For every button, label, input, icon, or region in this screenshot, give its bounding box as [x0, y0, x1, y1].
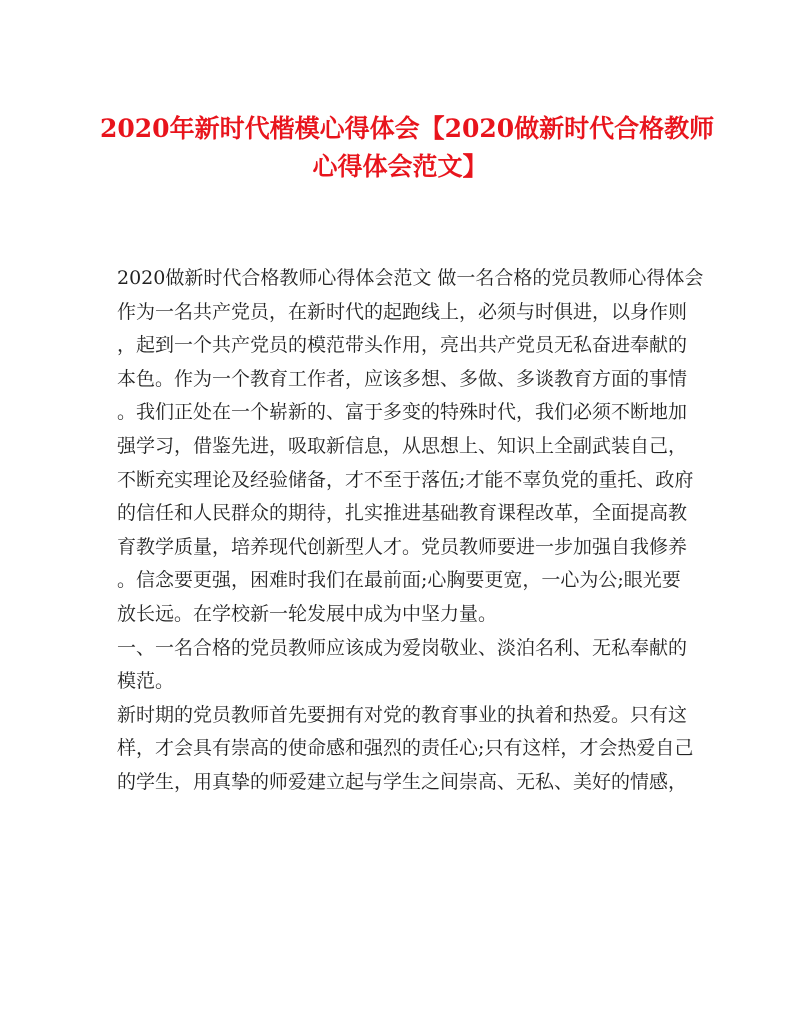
text-line: 放长远。在学校新一轮发展中成为中坚力量。	[117, 602, 498, 625]
text-line: 。我们正处在一个崭新的、富于多变的特殊时代，我们必须不断地加	[117, 401, 688, 424]
paragraph	[117, 262, 704, 632]
text-line: 新时期的党员教师首先要拥有对党的教育事业的执着和热爱。只有这	[117, 703, 688, 726]
text-line: 育教学质量，培养现代创新型人才。党员教师要进一步加强自我修养	[117, 535, 688, 558]
text-line: 的信任和人民群众的期待，扎实推进基础教育课程改革，全面提高教	[117, 502, 688, 525]
paragraph	[117, 632, 697, 699]
text-line: 模范。	[117, 670, 175, 693]
text-line: 2020做新时代合格教师心得体会范文 做一名合格的党员教师心得体会	[117, 267, 704, 289]
text-line: 本色。作为一个教育工作者，应该多想、多做、多谈教育方面的事情	[117, 367, 688, 390]
title-line: 心得体会范文】	[312, 152, 488, 181]
document-title	[100, 110, 715, 186]
text-line: 。信念要更强，困难时我们在最前面;心胸要更宽，一心为公;眼光要	[117, 569, 681, 592]
title-line: 2020年新时代楷模心得体会【2020做新时代合格教师	[100, 114, 715, 143]
document-body	[117, 262, 704, 800]
text-line: 作为一名共产党员，在新时代的起跑线上，必须与时俱进，以身作则	[117, 300, 688, 323]
text-line: 强学习，借鉴先进，吸取新信息，从思想上、知识上全副武装自己，	[117, 434, 688, 457]
text-line: 不断充实理论及经验储备，才不至于落伍;才能不辜负党的重托、政府	[117, 468, 694, 491]
text-line: 一、一名合格的党员教师应该成为爱岗敬业、淡泊名利、无私奉献的	[117, 636, 688, 659]
text-line: 的学生，用真挚的师爱建立起与学生之间崇高、无私、美好的情感，	[117, 770, 688, 793]
text-line: ，起到一个共产党员的模范带头作用，亮出共产党员无私奋进奉献的	[117, 334, 688, 357]
paragraph	[117, 699, 697, 800]
text-line: 样，才会具有崇高的使命感和强烈的责任心;只有这样，才会热爱自己	[117, 737, 694, 760]
